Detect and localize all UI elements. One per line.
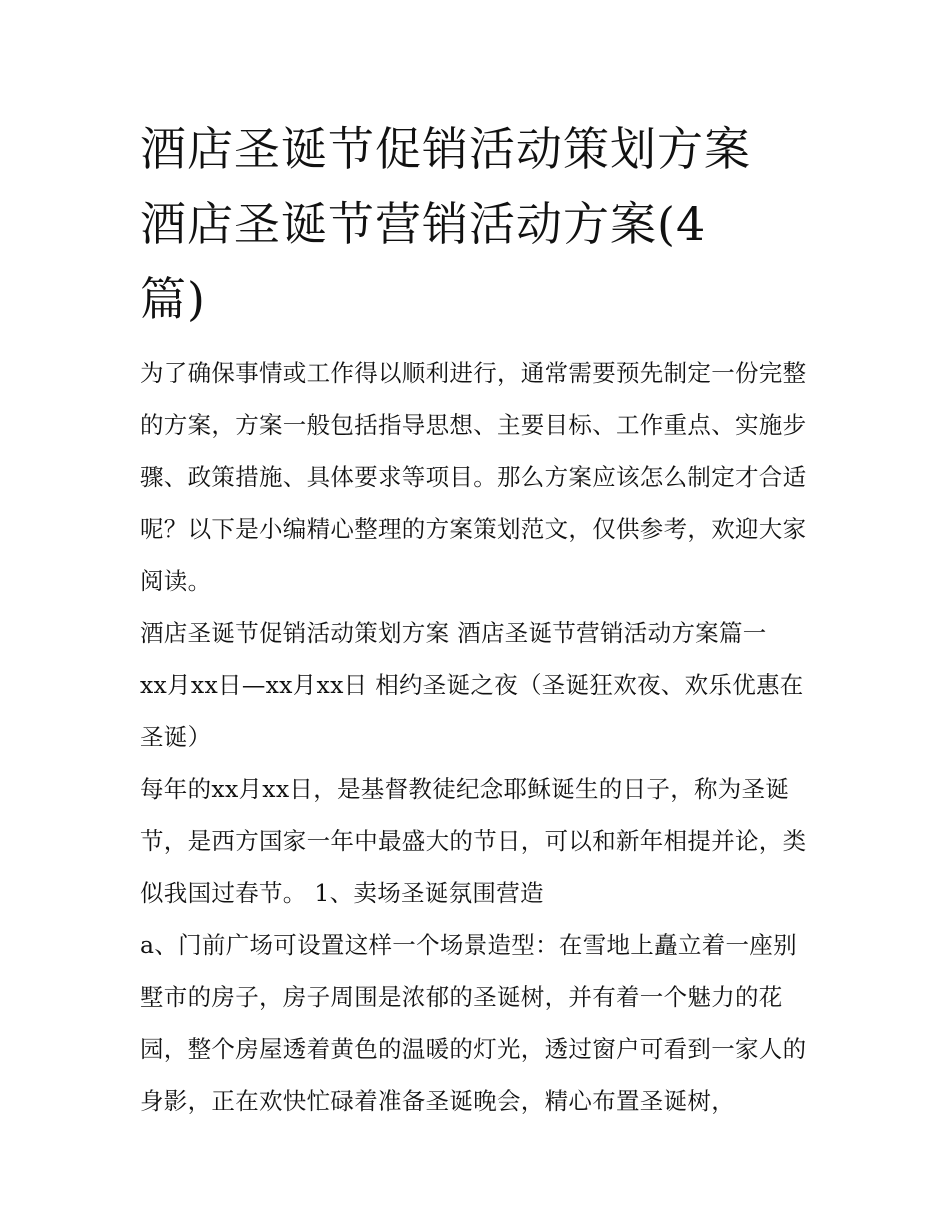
title-line: 酒店圣诞节营销活动方案(4: [140, 197, 707, 251]
document-body: [140, 112, 820, 1127]
scene-paragraph: a、门前广场可设置这样一个场景造型：在雪地上矗立着一座别墅市的房子，房子周围是浓郁的圣诞树，并有着一个魅力的花园，整个房屋透着黄色的温暖的灯光，透过窗户可看到一家人的身影，正在欢快忙碌着准备圣诞晚会，精心布置圣诞树，: [140, 931, 807, 1115]
activity-date-paragraph: xx月xx日—xx月xx日 相约圣诞之夜（圣诞狂欢夜、欢乐优惠在圣诞）: [140, 671, 804, 751]
title-line: 篇): [140, 272, 206, 326]
intro-paragraph: 为了确保事情或工作得以顺利进行，通常需要预先制定一份完整的方案，方案一般包括指导思想、主要目标、工作重点、实施步骤、政策措施、具体要求等项目。那么方案应该怎么制定才合适呢？以下是小编精心整理的方案策划范文，仅供参考，欢迎大家阅读。: [140, 359, 807, 595]
title-line: 酒店圣诞节促销活动策划方案: [140, 122, 751, 176]
document-title: [140, 112, 820, 337]
background-paragraph: 每年的xx月xx日，是基督教徒纪念耶稣诞生的日子，称为圣诞节，是西方国家一年中最盛大的节日，可以和新年相提并论，类似我国过春节。 1、卖场圣诞氛围营造: [140, 775, 807, 907]
section-heading: 酒店圣诞节促销活动策划方案 酒店圣诞节营销活动方案篇一: [140, 619, 767, 647]
